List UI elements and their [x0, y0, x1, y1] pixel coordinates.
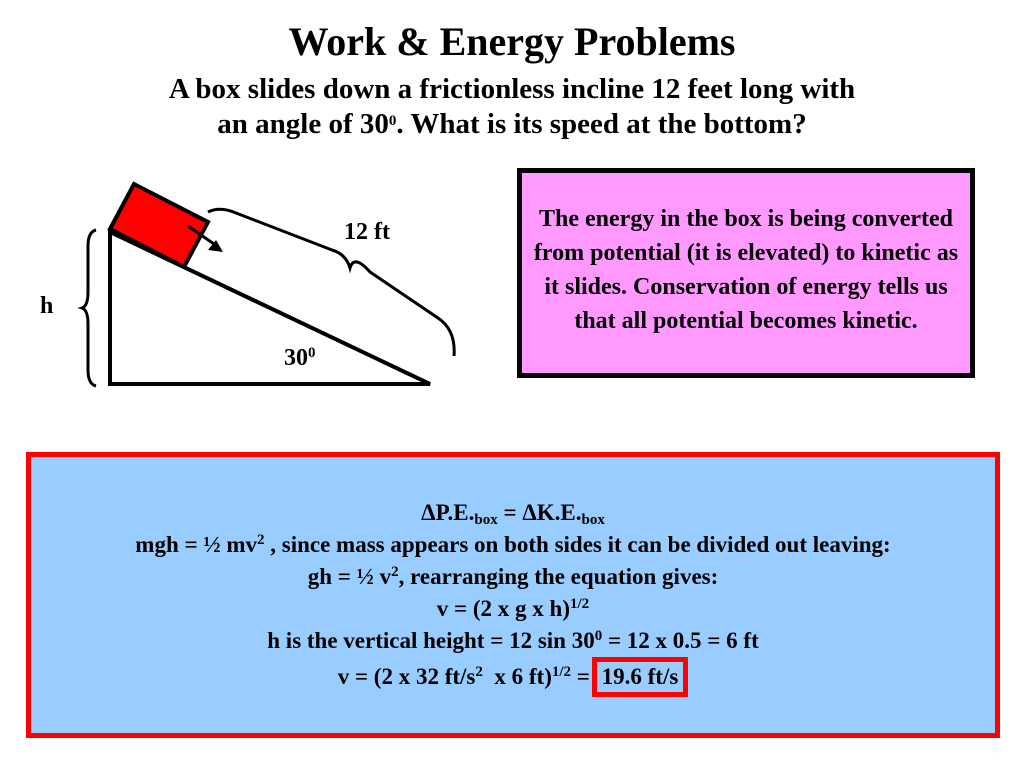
equation-gh: [31, 561, 995, 593]
question-text: an angle of 30: [217, 108, 389, 140]
equation-height: [31, 625, 995, 657]
exponent: 2: [391, 564, 399, 580]
height-label: h: [40, 293, 54, 319]
height-brace: [82, 230, 96, 386]
length-label: 12 ft: [344, 219, 390, 245]
incline-diagram: [30, 170, 480, 400]
equation-text: , since mass appears on both sides it can be divided out leaving:: [264, 532, 891, 557]
exponent: 2: [475, 664, 483, 680]
equation-mgh: [31, 529, 995, 561]
exponent: 2: [257, 532, 265, 548]
question-line-2: [60, 107, 964, 142]
question-line-1: A box slides down a frictionless incline 12 feet long with: [168, 73, 856, 105]
potential-energy-term: P.E.: [435, 500, 475, 525]
degree-superscript: 0: [308, 345, 316, 361]
exponent: 1/2: [551, 664, 572, 680]
explanation-box: [517, 168, 975, 378]
kinetic-energy-term: K.E.: [536, 500, 582, 525]
delta-symbol: Δ: [522, 500, 537, 525]
solution-lines: [31, 497, 995, 697]
equation-final-velocity: [31, 657, 995, 697]
equation-energy-conservation: [31, 497, 995, 529]
problem-statement: [60, 72, 964, 142]
explanation-text: The energy in the box is being converted from potential (it is elevated) to kinetic as it slides. Conservation of energy tells us that all potential becomes kinetic.: [533, 206, 959, 334]
equation-text: gh = ½ v: [307, 564, 392, 589]
exponent: 1/2: [570, 596, 590, 612]
subscript-box: box: [474, 512, 498, 528]
equals-sign: =: [497, 500, 523, 525]
incline-drawing: [30, 170, 480, 400]
answer-highlight: 19.6 ft/s: [592, 657, 689, 697]
solution-box: [26, 452, 1000, 738]
equation-text: v = (2 x 32 ft/s: [337, 664, 476, 689]
equation-text: , rearranging the equation gives:: [398, 564, 719, 589]
equation-text: h is the vertical height = 12 sin 30: [267, 628, 595, 653]
angle-label: [284, 344, 316, 372]
degree-superscript: 0: [388, 113, 397, 129]
equation-text: x 6 ft): [482, 664, 552, 689]
angle-value: 30: [284, 345, 308, 371]
degree-superscript: 0: [594, 628, 603, 644]
equation-text: mgh = ½ mv: [135, 532, 257, 557]
delta-symbol: Δ: [421, 500, 436, 525]
equation-velocity: [31, 593, 995, 625]
subscript-box: box: [581, 512, 605, 528]
equation-text: v = (2 x g x h): [436, 596, 571, 621]
equation-text: = 12 x 0.5 = 6 ft: [602, 628, 759, 653]
question-text: . What is its speed at the bottom?: [396, 108, 807, 140]
equals-sign: =: [571, 664, 596, 689]
slide-title: Work & Energy Problems: [288, 19, 736, 64]
